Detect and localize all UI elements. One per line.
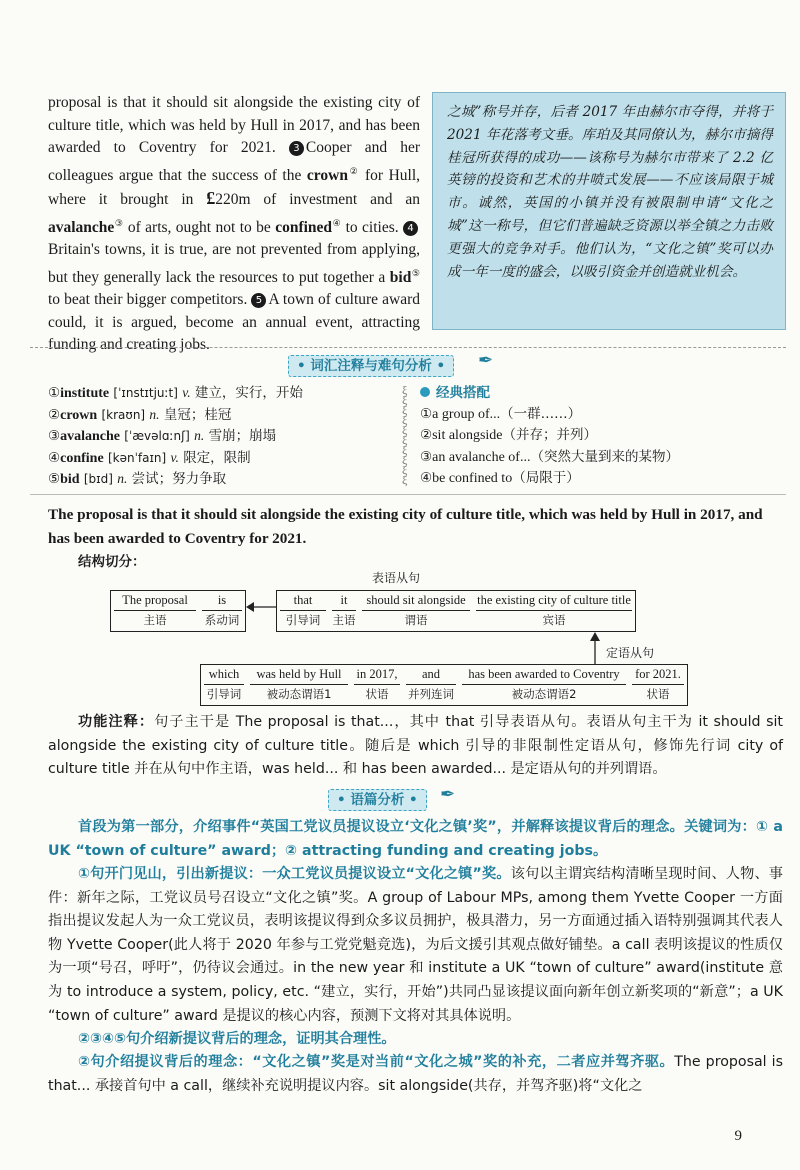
translation-box — [432, 92, 786, 330]
segment-passive-predicate-2: has been awarded to Coventry 被动态谓语2 — [459, 665, 629, 705]
arrow-up-icon — [588, 632, 602, 664]
analysis-sentence-2: ②句介绍提议背后的理念：“文化之镇”奖是对当前“文化之城”奖的补充，二者应并驾齐驱。The proposal is that... 承接首句中 a call，继续补充说明提议内容。sit alongside(共存，并驾齐驱)将“文化之 — [48, 1054, 783, 1094]
vocab-item: ①institute [ˈɪnstɪtjuːt] v. 建立，实行，开始 — [48, 385, 303, 401]
vocab-item: ③avalanche [ˈævəlɑːnʃ] n. 雪崩；崩塌 — [48, 428, 277, 445]
bullet-dot-icon — [420, 387, 430, 397]
footnote-2: ② — [347, 165, 360, 176]
segment-introducer: which 引导词 — [201, 665, 247, 705]
translation-text: 之城”称号并存，后者 2017 年由赫尔市夺得，并将于 2021 年花落考文垂。库珀及其同僚认为，赫尔市摘得桂冠所获得的成功——该称号为赫尔市带来了 2.2 亿英镑的投资和艺术的井喷式发展——不应该局限于城市。诚然，英国的小镇并没有被限制申请“文化之城”这一称号，但它们普遍缺乏资源以举全镇之力击败更强大的竞争对手。他们认为，“文化之镇”奖可以办成一年一度的盛会，以吸引资金并创造就业机会。 — [447, 104, 773, 280]
passage-sentence-5: A town of culture award could, it is argued, become an annual event, attracting funding and creating jobs. — [48, 291, 421, 354]
passage-sentence-2: proposal is that it should sit alongside the existing city of culture title, which was held by Hull in 2017, and has been awarded to Coventry for 2021. — [48, 94, 420, 156]
passage-english — [48, 92, 420, 357]
collocation-item: ③an avalanche of...（突然大量到来的某物） — [420, 448, 679, 465]
arrow-left-icon — [246, 600, 276, 614]
analysis-sentence-1: ①句开门见山，引出新提议：一众工党议员提议设立“文化之镇”奖。该句以主谓宾结构清晰呈现时间、人物、事件：新年之际，工党议员号召设立“文化之镇”奖。A group of Labour MPs, among them Yvette Cooper 一方面指出提议发起人为一众工党议员，表明该提议得到众多议员拥护，极具潜力，另一方面通过插入语特别强调其代表人物 Yvette Cooper(此人将于 2020 年参与工党党魁竞选)，为后文援引其观点做好铺垫。a call 表明该提议的性质仅为一项“号召，呼吁”，仍待议会通过。in the new year 和 institute a UK “town of culture” award(institute 意为 to introduce a system, policy, etc. “建立，实行，开始”)共同凸显该提议面向新年创立新奖项的“新意”；a UK “town of culture” award 是提议的核心内容，预测下文将对其具体说明。 — [48, 866, 783, 1024]
attr-clause-box — [200, 664, 688, 706]
passage-sentence-4b: to beat their bigger competitors. — [48, 291, 248, 309]
vocab-item: ②crown [kraʊn] n. 皇冠；桂冠 — [48, 406, 232, 423]
analysis-part-heading: ②③④⑤句介绍新提议背后的理念，证明其合理性。 — [78, 1031, 396, 1047]
collocation-title: 经典搭配 — [420, 383, 780, 404]
segment-subject: The proposal 主语 — [111, 591, 199, 631]
passage-sentence-3d: of arts, ought not to be — [127, 218, 271, 236]
passage-sentence-3b: for Hull, where it brought in — [48, 166, 421, 209]
structure-label: 结构切分： — [78, 554, 146, 570]
footnote-3: ③ — [114, 217, 124, 228]
footnote-5: ⑤ — [411, 267, 421, 278]
vocab-item: ⑤bid [bɪd] n. 尝试；努力争取 — [48, 471, 227, 488]
segment-predicate: should sit alongside 谓语 — [359, 591, 473, 631]
segment-object: the existing city of culture title 宾语 — [477, 593, 631, 627]
segment-adverbial: in 2017, 状语 — [351, 665, 403, 705]
collocation-list — [420, 383, 780, 490]
pen-icon: ✒ — [478, 350, 494, 370]
sentence-number-4: 4 — [403, 221, 418, 236]
pen-icon: ✒ — [440, 784, 456, 804]
wave-divider: ξ ξ ξ ξ ξ ξ ξ ξ ξ ξ — [402, 383, 408, 487]
segment-adverbial: for 2021. 状语 — [629, 665, 687, 705]
passage-sentence-3e: to cities. — [345, 218, 399, 236]
vocab-word-confined: confined — [275, 218, 333, 236]
segment-introducer: that 引导词 — [277, 591, 329, 631]
collocation-item: ②sit alongside（并存；并列） — [420, 427, 597, 444]
analysis-intro: 首段为第一部分，介绍事件“英国工党议员提议设立‘文化之镇’奖”，并解释该提议背后的理念。关键词为：① a UK “town of culture” award；② attracting funding and creating jobs。 — [48, 819, 783, 859]
vocab-item: ④confine [kənˈfaɪn] v. 限定，限制 — [48, 449, 251, 466]
passage-sentence-3a: Cooper and her colleagues argue that the success of the — [48, 139, 421, 184]
divider — [30, 347, 786, 348]
segment-linking-verb: is 系动词 — [199, 591, 245, 631]
main-clause-box — [110, 590, 246, 632]
vocab-word-avalanche: avalanche — [48, 218, 115, 236]
passage-sentence-4a: Britain's towns, it is true, are not prevented from applying, but they generally lack the resources to put together a — [48, 241, 420, 286]
footnote-4: ④ — [332, 217, 342, 228]
collocation-item: ④be confined to（局限于） — [420, 470, 580, 487]
sentence-number-5: 5 — [251, 293, 266, 308]
vocab-word-crown: crown — [306, 166, 348, 184]
function-note: 功能注释：句子主干是 The proposal is that...，其中 that 引导表语从句。表语从句主干为 it should sit alongside the existing city of culture title。随后是 which 引导的非限制性定语从句，修饰先行词 city of culture title 并在从句中作主语，was held... 和 has been awarded... 是定语从句的并列谓语。 — [48, 714, 783, 778]
sentence-number-3: 3 — [289, 141, 304, 156]
page-number: 9 — [734, 1128, 742, 1144]
key-sentence: The proposal is that it should sit alongside the existing city of culture title, which was held by Hull in 2017, and has been awarded to Coventry for 2021. — [48, 506, 763, 547]
pred-clause-box — [276, 590, 636, 632]
divider — [30, 494, 786, 495]
pound-sign: £ — [206, 188, 216, 209]
segment-conjunction: and 并列连词 — [408, 667, 454, 701]
vocab-list — [48, 383, 408, 491]
vocab-word-bid: bid — [389, 268, 412, 286]
pred-clause-label: 表语从句 — [372, 571, 421, 585]
segment-subject: it 主语 — [332, 593, 356, 627]
section-badge-discourse: • 语篇分析 • — [328, 789, 427, 811]
passage-sentence-3c: 220m of investment and an — [215, 191, 420, 209]
section-badge-vocab: • 词汇注释与难句分析 • — [288, 355, 454, 377]
attr-clause-label: 定语从句 — [606, 646, 655, 660]
segment-passive-predicate-1: was held by Hull 被动态谓语1 — [247, 665, 351, 705]
collocation-item: ①a group of...（一群……） — [420, 405, 582, 422]
